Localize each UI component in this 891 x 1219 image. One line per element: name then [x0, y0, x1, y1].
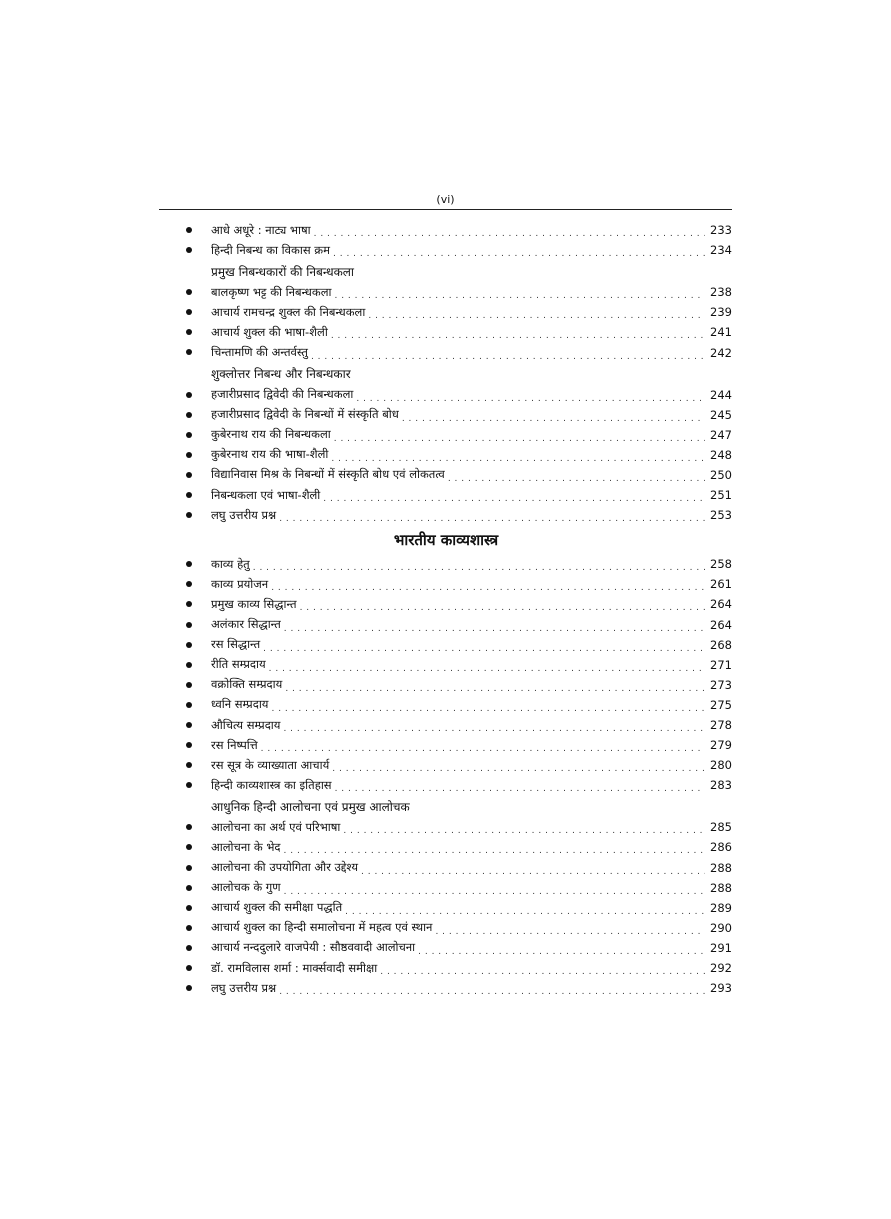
bullet-icon [186, 581, 192, 587]
dot-leader [279, 983, 705, 997]
toc-entry-title: प्रमुख काव्य सिद्धान्त [211, 596, 297, 611]
bullet-icon [186, 965, 192, 971]
bullet-icon [186, 865, 192, 871]
subheading: प्रमुख निबन्धकारों की निबन्धकला [211, 264, 355, 279]
toc-entry-title: डॉ. रामविलास शर्मा : मार्क्सवादी समीक्षा [211, 960, 378, 975]
toc-entry [180, 858, 732, 878]
dot-leader [402, 410, 705, 424]
dot-leader [283, 720, 705, 734]
toc-entry-title: वक्रोक्ति सम्प्रदाय [211, 677, 283, 692]
section-heading: भारतीय काव्यशास्त्र [393, 530, 499, 549]
toc-entry [180, 505, 732, 525]
toc-entry [180, 817, 732, 837]
toc-entry [180, 574, 732, 594]
bullet-icon [186, 762, 192, 768]
toc-entry-page: 233 [710, 223, 732, 238]
dot-leader [271, 579, 705, 593]
toc-entry-title: हिन्दी काव्यशास्त्र का इतिहास [211, 777, 332, 792]
toc-entry [180, 655, 732, 675]
toc-entry-title: हजारीप्रसाद द्विवेदी की निबन्धकला [211, 387, 354, 402]
toc-entry-title: हजारीप्रसाद द्विवेदी के निबन्धों में संस्कृति बोध [211, 407, 399, 422]
toc-entry [180, 938, 732, 958]
dot-leader [380, 963, 705, 977]
toc-entry [180, 978, 732, 998]
toc-entry-page: 280 [710, 758, 732, 773]
dot-leader [331, 327, 705, 341]
bullet-icon [186, 985, 192, 991]
toc-entry-title: आचार्य रामचन्द्र शुक्ल की निबन्धकला [211, 304, 366, 319]
toc-entry-page: 234 [710, 243, 732, 258]
toc-entry [180, 635, 732, 655]
bullet-icon [186, 472, 192, 478]
toc-entry-page: 258 [710, 557, 732, 572]
toc-entry-title: कुबेरनाथ राय की निबन्धकला [211, 427, 331, 442]
toc-entry-title: चिन्तामणि की अन्तर्वस्तु [211, 345, 308, 360]
page-number-header: (vi) [436, 193, 455, 206]
toc-entry-page: 292 [710, 961, 732, 976]
toc-entry-title: रस निष्पत्ति [211, 737, 258, 752]
toc-entry-title: आचार्य शुक्ल का हिन्दी समालोचना में महत्व एवं स्थान [211, 920, 433, 935]
toc-entry-page: 244 [710, 387, 732, 402]
toc-entry [180, 342, 732, 362]
bullet-icon [186, 925, 192, 931]
toc-entry-page: 275 [710, 697, 732, 712]
dot-leader [284, 620, 705, 634]
toc-entry-title: आलोचना की उपयोगिता और उद्देश्य [211, 860, 358, 875]
dot-leader [263, 640, 705, 654]
dot-leader [285, 680, 705, 694]
dot-leader [271, 700, 705, 714]
bullet-icon [186, 412, 192, 418]
dot-leader [279, 510, 705, 524]
toc-entry [180, 465, 732, 485]
dot-leader [332, 760, 705, 774]
dot-leader [261, 740, 705, 754]
toc-entry-title: आचार्य शुक्ल की भाषा-शैली [211, 324, 328, 339]
toc-group [180, 282, 732, 362]
toc-group [180, 385, 732, 526]
toc-entry-page: 248 [710, 447, 732, 462]
dot-leader [418, 943, 705, 957]
toc-entry [180, 837, 732, 857]
toc-group [180, 554, 732, 795]
toc-entry-page: 291 [710, 940, 732, 955]
toc-entry-title: रस सूत्र के व्याख्याता आचार्य [211, 757, 330, 772]
toc-entry [180, 615, 732, 635]
toc-entry-title: आलोचना के भेद [211, 839, 281, 854]
toc-entry-title: बालकृष्ण भट्ट की निबन्धकला [211, 284, 332, 299]
toc-entry [180, 302, 732, 322]
toc-entry [180, 594, 732, 614]
bullet-icon [186, 392, 192, 398]
toc-entry-page: 251 [710, 488, 732, 503]
bullet-icon [186, 782, 192, 788]
toc-entry-page: 279 [710, 738, 732, 753]
toc-entry-title: काव्य प्रयोजन [211, 576, 269, 591]
toc-entry-page: 253 [710, 508, 732, 523]
dot-leader [269, 660, 705, 674]
toc-entry-page: 288 [710, 880, 732, 895]
bullet-icon [186, 885, 192, 891]
bullet-icon [186, 905, 192, 911]
toc-entry [180, 425, 732, 445]
toc-entry [180, 715, 732, 735]
dot-leader [300, 599, 705, 613]
toc-entry-title: अलंकार सिद्धान्त [211, 617, 281, 632]
dot-leader [323, 490, 705, 504]
bullet-icon [186, 492, 192, 498]
bullet-icon [186, 622, 192, 628]
toc-entry-page: 285 [710, 820, 732, 835]
subheading: आधुनिक हिन्दी आलोचना एवं प्रमुख आलोचक [211, 799, 410, 814]
dot-leader [343, 822, 705, 836]
toc-entry [180, 554, 732, 574]
toc-entry-title: निबन्धकला एवं भाषा-शैली [211, 487, 321, 502]
bullet-icon [186, 682, 192, 688]
toc-entry-title: आचार्य शुक्ल की समीक्षा पद्धति [211, 900, 343, 915]
toc-entry-page: 286 [710, 840, 732, 855]
dot-leader [448, 470, 705, 484]
bullet-icon [186, 945, 192, 951]
toc-group [180, 817, 732, 998]
toc-entry-page: 290 [710, 920, 732, 935]
toc-entry-page: 293 [710, 981, 732, 996]
bullet-icon [186, 349, 192, 355]
toc-entry-title: औचित्य सम्प्रदाय [211, 717, 281, 732]
bullet-icon [186, 512, 192, 518]
toc-group [180, 220, 732, 260]
toc-entry-page: 271 [710, 657, 732, 672]
dot-leader [284, 883, 705, 897]
toc-entry [180, 485, 732, 505]
dot-leader [361, 863, 705, 877]
toc-entry-page: 264 [710, 617, 732, 632]
bullet-icon [186, 722, 192, 728]
toc-entry-title: आलोचक के गुण [211, 880, 281, 895]
toc-entry-page: 273 [710, 677, 732, 692]
toc-entry [180, 898, 732, 918]
bullet-icon [186, 702, 192, 708]
subheading: शुक्लोत्तर निबन्ध और निबन्धकार [211, 367, 351, 382]
toc-entry [180, 445, 732, 465]
toc-entry-page: 288 [710, 860, 732, 875]
dot-leader [253, 559, 705, 573]
bullet-icon [186, 329, 192, 335]
toc-entry [180, 240, 732, 260]
dot-leader [314, 225, 705, 239]
toc-entry-title: आलोचना का अर्थ एवं परिभाषा [211, 819, 341, 834]
bullet-icon [186, 309, 192, 315]
bullet-icon [186, 227, 192, 233]
toc-entry [180, 322, 732, 342]
toc-entry-page: 247 [710, 427, 732, 442]
toc-entry-title: लघु उत्तरीय प्रश्न [211, 507, 277, 522]
toc-entry-title: आधे अधूरे : नाट्य भाषा [211, 222, 311, 237]
toc-entry-title: कुबेरनाथ राय की भाषा-शैली [211, 447, 329, 462]
toc-entry-page: 250 [710, 467, 732, 482]
dot-leader [331, 450, 705, 464]
toc-entry [180, 695, 732, 715]
bullet-icon [186, 561, 192, 567]
toc-entry-title: आचार्य नन्ददुलारे वाजपेयी : सौष्ठववादी आलोचना [211, 940, 416, 955]
dot-leader [368, 307, 705, 321]
dot-leader [334, 430, 705, 444]
toc-entry-page: 278 [710, 718, 732, 733]
bullet-icon [186, 452, 192, 458]
toc-entry [180, 282, 732, 302]
toc-entry-title: विद्यानिवास मिश्र के निबन्धों में संस्कृति बोध एवं लोकतत्व [211, 467, 445, 482]
dot-leader [335, 780, 705, 794]
toc-entry [180, 675, 732, 695]
bullet-icon [186, 742, 192, 748]
toc-entry-page: 241 [710, 325, 732, 340]
toc-entry [180, 878, 732, 898]
toc-list [180, 220, 732, 998]
bullet-icon [186, 289, 192, 295]
dot-leader [333, 245, 705, 259]
bullet-icon [186, 432, 192, 438]
toc-entry [180, 918, 732, 938]
toc-entry-title: लघु उत्तरीय प्रश्न [211, 980, 277, 995]
toc-entry-title: काव्य हेतु [211, 556, 250, 571]
bullet-icon [186, 642, 192, 648]
bullet-icon [186, 844, 192, 850]
toc-entry-title: रीति सम्प्रदाय [211, 657, 266, 672]
toc-entry-page: 264 [710, 597, 732, 612]
toc-entry [180, 735, 732, 755]
toc-entry-title: हिन्दी निबन्ध का विकास क्रम [211, 242, 331, 257]
bullet-icon [186, 601, 192, 607]
toc-entry-page: 268 [710, 637, 732, 652]
toc-entry [180, 405, 732, 425]
toc-entry-title: ध्वनि सम्प्रदाय [211, 697, 269, 712]
dot-leader [334, 287, 705, 301]
bullet-icon [186, 662, 192, 668]
toc-entry-page: 261 [710, 577, 732, 592]
dot-leader [345, 903, 705, 917]
toc-entry-page: 289 [710, 900, 732, 915]
toc-entry [180, 220, 732, 240]
dot-leader [311, 348, 705, 362]
toc-entry-page: 245 [710, 407, 732, 422]
bullet-icon [186, 824, 192, 830]
header-rule [159, 209, 732, 210]
toc-entry-page: 283 [710, 778, 732, 793]
toc-entry-page: 242 [710, 345, 732, 360]
dot-leader [356, 390, 705, 404]
toc-entry [180, 958, 732, 978]
bullet-icon [186, 247, 192, 253]
toc-entry-page: 238 [710, 285, 732, 300]
dot-leader [284, 842, 705, 856]
toc-entry-page: 239 [710, 305, 732, 320]
toc-entry-title: रस सिद्धान्त [211, 637, 261, 652]
toc-entry [180, 775, 732, 795]
toc-entry [180, 755, 732, 775]
dot-leader [435, 923, 705, 937]
toc-entry [180, 385, 732, 405]
